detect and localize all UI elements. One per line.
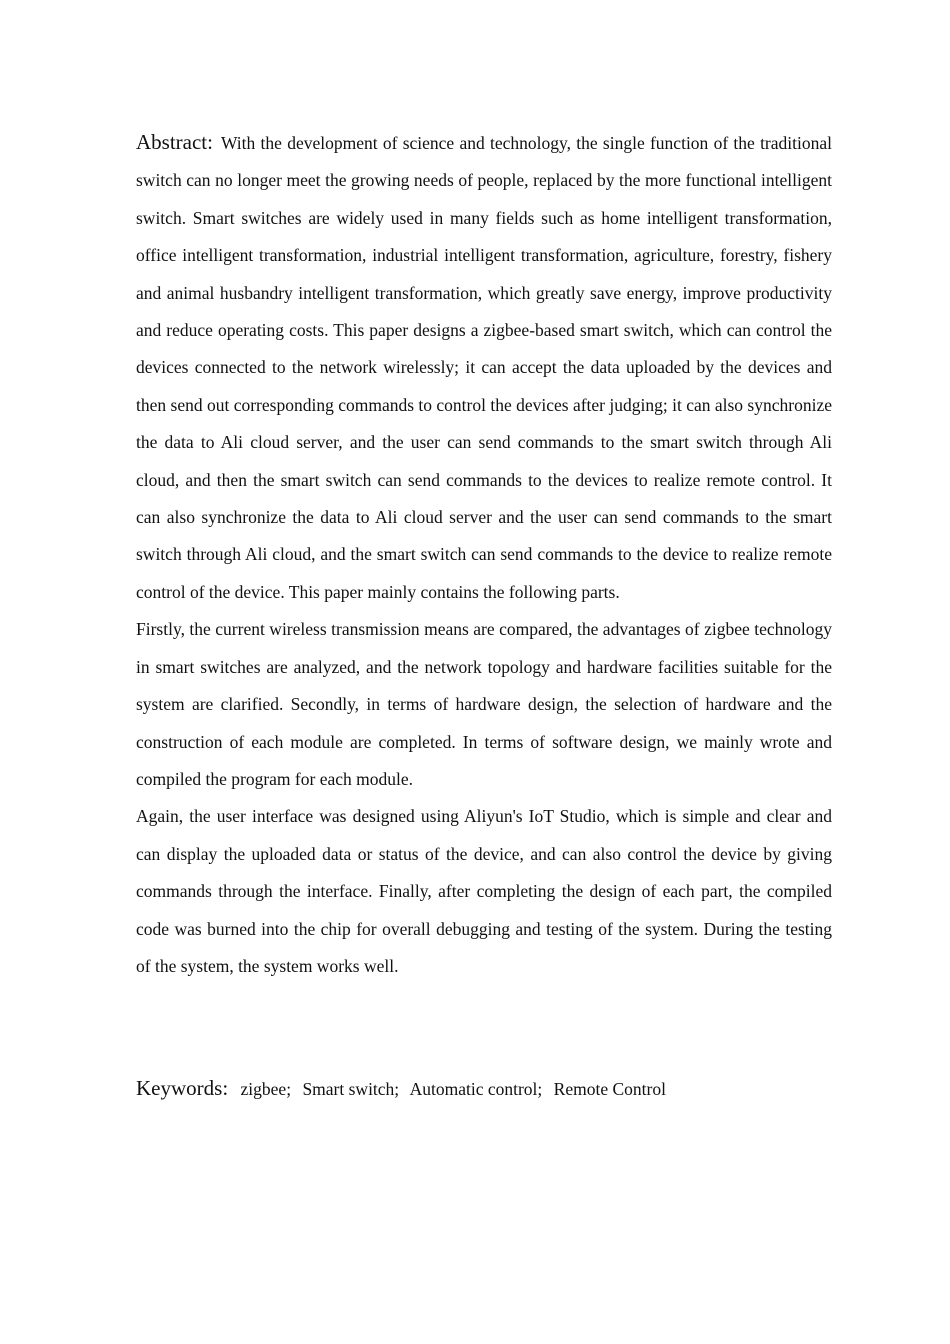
keyword-item: Remote Control bbox=[553, 1079, 666, 1099]
abstract-text-1: With the development of science and technology, the single function of the traditional switch can no longer meet the growing needs of people, replaced by the more functional intelligent switch. Smart switches are widely used in many fields such as home intelligent transformation, office intelligent transformation, industrial intelligent transformation, agriculture, forestry, fishery and animal husbandry intelligent transformation, which greatly save energy, improve productivity and reduce operating costs. This paper designs a zigbee-based smart switch, which can control the devices connected to the network wirelessly; it can accept the data uploaded by the devices and then send out corresponding commands to control the devices after judging; it can also synchronize the data to Ali cloud server, and the user can send commands to the smart switch through Ali cloud, and then the smart switch can send commands to the devices to realize remote control. It can also synchronize the data to Ali cloud server and the user can send commands to the smart switch through Ali cloud, and the smart switch can send commands to the device to realize remote control of the device. This paper mainly contains the following parts. bbox=[136, 133, 832, 602]
keyword-item: Automatic control; bbox=[409, 1079, 543, 1099]
abstract-paragraph-3: Again, the user interface was designed using Aliyun's IoT Studio, which is simple and clear and can display the uploaded data or status of the device, and can also control the device by giving commands through the interface. Finally, after completing the design of each part, the compiled code was burned into the chip for overall debugging and testing of the system. During the testing of the system, the system works well. bbox=[136, 806, 832, 976]
keyword-item: zigbee; bbox=[240, 1079, 292, 1099]
keyword-item: Smart switch; bbox=[302, 1079, 400, 1099]
keywords-label: Keywords: bbox=[136, 1076, 229, 1100]
abstract-paragraph-2: Firstly, the current wireless transmission means are compared, the advantages of zigbee technology in smart switches are analyzed, and the network topology and hardware facilities suitable for the system are clarified. Secondly, in terms of hardware design, the selection of hardware and the construction of each module are completed. In terms of software design, we mainly wrote and compiled the program for each module. bbox=[136, 619, 832, 789]
keywords-section bbox=[136, 1070, 832, 1108]
abstract-section bbox=[136, 124, 832, 985]
abstract-paragraph-1 bbox=[136, 124, 832, 611]
abstract-label: Abstract: bbox=[136, 130, 213, 154]
